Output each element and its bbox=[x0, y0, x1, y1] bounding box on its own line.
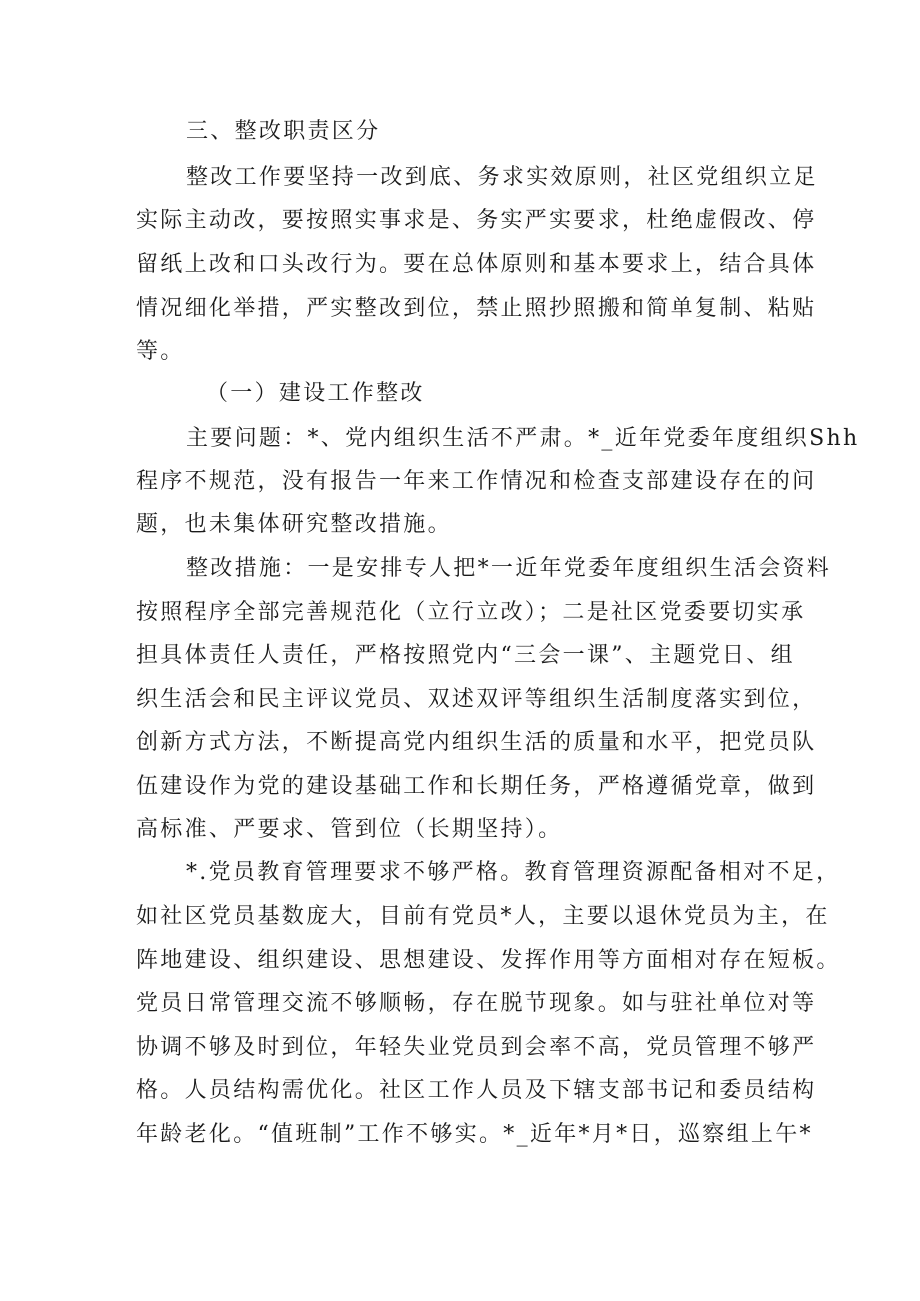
paragraph-line: 党员日常管理交流不够顺畅，存在脱节现象。如与驻社单位对等 bbox=[136, 991, 817, 1016]
paragraph-line: 等。 bbox=[136, 339, 185, 364]
paragraph-line: 整改工作要坚持一改到底、务求实效原则，社区党组织立足 bbox=[186, 165, 818, 190]
paragraph-line: 年龄老化。“值班制”工作不够实。*_近年*月*日，巡察组上午* bbox=[136, 1122, 813, 1147]
paragraph-line: 创新方式方法，不断提高党内组织生活的质量和水平，把党员队 bbox=[136, 730, 817, 755]
paragraph-line: 协调不够及时到位，年轻失业党员到会率不高，党员管理不够严 bbox=[136, 1035, 817, 1060]
subsection-heading: （一）建设工作整改 bbox=[206, 381, 425, 406]
paragraph-line: 织生活会和民主评议党员、双述双评等组织生活制度落实到位， bbox=[136, 687, 817, 712]
paragraph-line: 整改措施：一是安排专人把*一近年党委年度组织生活会资料 bbox=[186, 556, 832, 581]
paragraph-line: 留纸上改和口头改行为。要在总体原则和基本要求上，结合具体 bbox=[136, 252, 817, 277]
paragraph-line: 主要问题：*、党内组织生活不严肃。*_近年党委年度组织Shh bbox=[186, 426, 860, 451]
paragraph-line: 格。人员结构需优化。社区工作人员及下辖支部书记和委员结构 bbox=[136, 1078, 817, 1103]
paragraph-line: 实际主动改，要按照实事求是、务实严实要求，杜绝虚假改、停 bbox=[136, 208, 817, 233]
paragraph-line: 程序不规范，没有报告一年来工作情况和检查支部建设存在的问 bbox=[136, 469, 817, 494]
paragraph-line: 高标准、严要求、管到位（长期坚持）。 bbox=[136, 817, 563, 842]
section-heading: 三、整改职责区分 bbox=[186, 119, 381, 144]
paragraph-line: 伍建设作为党的建设基础工作和长期任务，严格遵循党章，做到 bbox=[136, 774, 817, 799]
paragraph-line: 如社区党员基数庞大，目前有党员*人，主要以退休党员为主，在 bbox=[136, 904, 830, 929]
paragraph-line: 阵地建设、组织建设、思想建设、发挥作用等方面相对存在短板。 bbox=[136, 948, 841, 973]
paragraph-line: 情况细化举措，严实整改到位，禁止照抄照搬和简单复制、粘贴 bbox=[136, 296, 817, 321]
paragraph-line: 担具体责任人责任，严格按照党内“三会一课”、主题党日、组 bbox=[136, 643, 795, 668]
paragraph-line: 按照程序全部完善规范化（立行立改）；二是社区党委要切实承 bbox=[136, 600, 806, 625]
paragraph-line: *.党员教育管理要求不够严格。教育管理资源配备相对不足， bbox=[186, 860, 841, 885]
paragraph-line: 题，也未集体研究整改措施。 bbox=[136, 512, 452, 537]
